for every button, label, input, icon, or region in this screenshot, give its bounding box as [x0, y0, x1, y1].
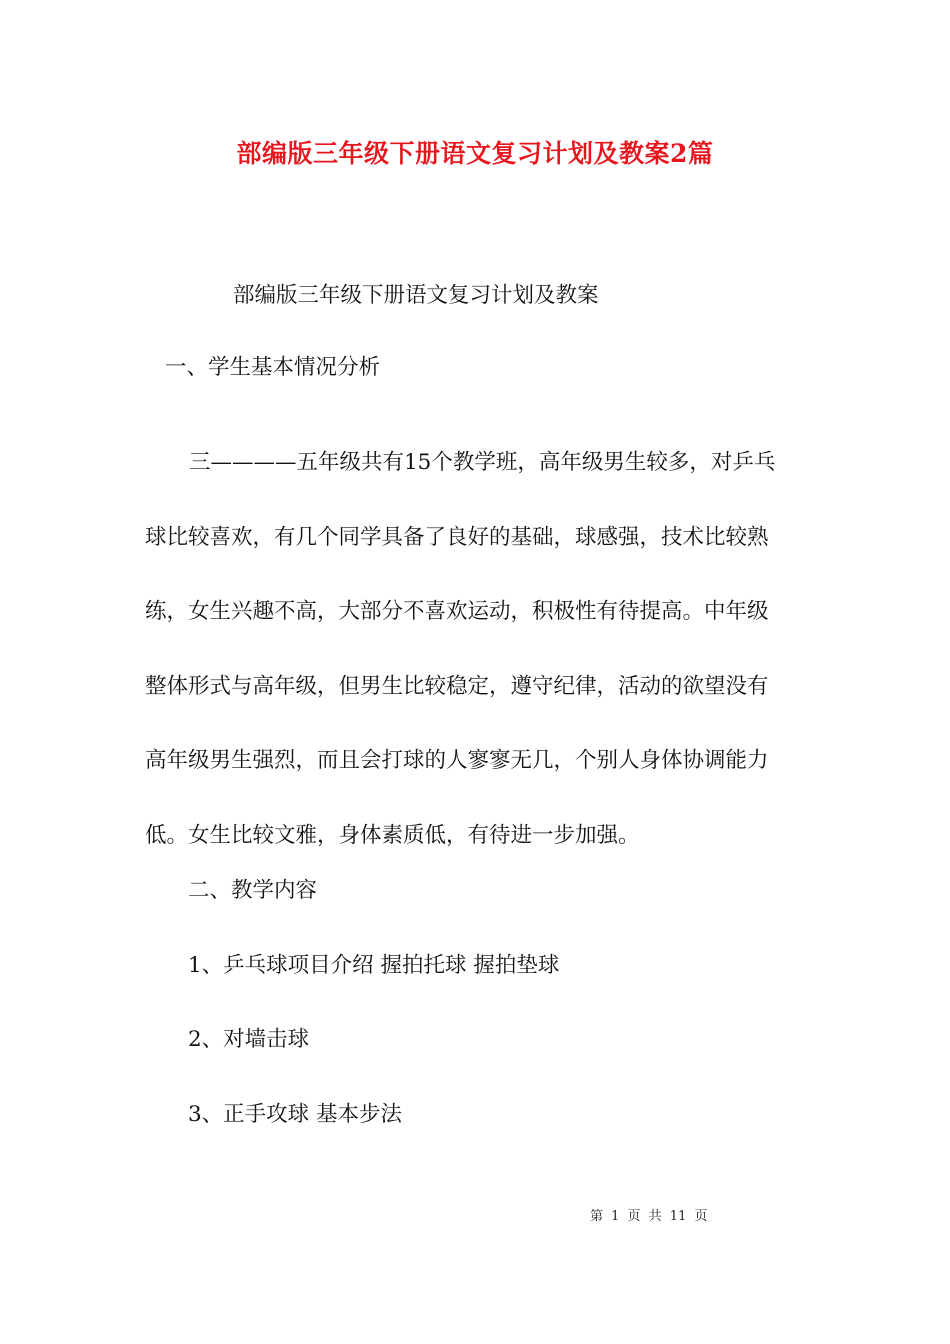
document-subtitle: 部编版三年级下册语文复习计划及教案: [233, 283, 599, 308]
page-number-footer: 第 1 页 共 11 页: [590, 1209, 708, 1224]
document-title: 部编版三年级下册语文复习计划及教案2篇: [236, 139, 714, 168]
paragraph-line: 低。女生比较文雅，身体素质低，有待进一步加强。: [145, 822, 640, 848]
section-heading-student-analysis: 一、学生基本情况分析: [165, 355, 381, 380]
student-analysis-paragraph: [145, 426, 810, 873]
list-item: 3、正手攻球 基本步法: [188, 1102, 403, 1127]
list-item: 1、乒乓球项目介绍 握拍托球 握拍垫球: [188, 953, 560, 978]
paragraph-line: 整体形式与高年级，但男生比较稳定，遵守纪律，活动的欲望没有: [145, 673, 769, 699]
paragraph-line: 三————五年级共有15个教学班，高年级男生较多，对乒乓: [189, 450, 776, 475]
paragraph-line: 练，女生兴趣不高，大部分不喜欢运动，积极性有待提高。中年级: [145, 599, 769, 624]
paragraph-line: 高年级男生强烈，而且会打球的人寥寥无几，个别人身体协调能力: [145, 748, 769, 773]
section-heading-teaching-content: 二、教学内容: [188, 878, 318, 903]
list-item: 2、对墙击球: [188, 1027, 310, 1052]
paragraph-line: 球比较喜欢，有几个同学具备了良好的基础，球感强，技术比较熟: [145, 524, 769, 550]
